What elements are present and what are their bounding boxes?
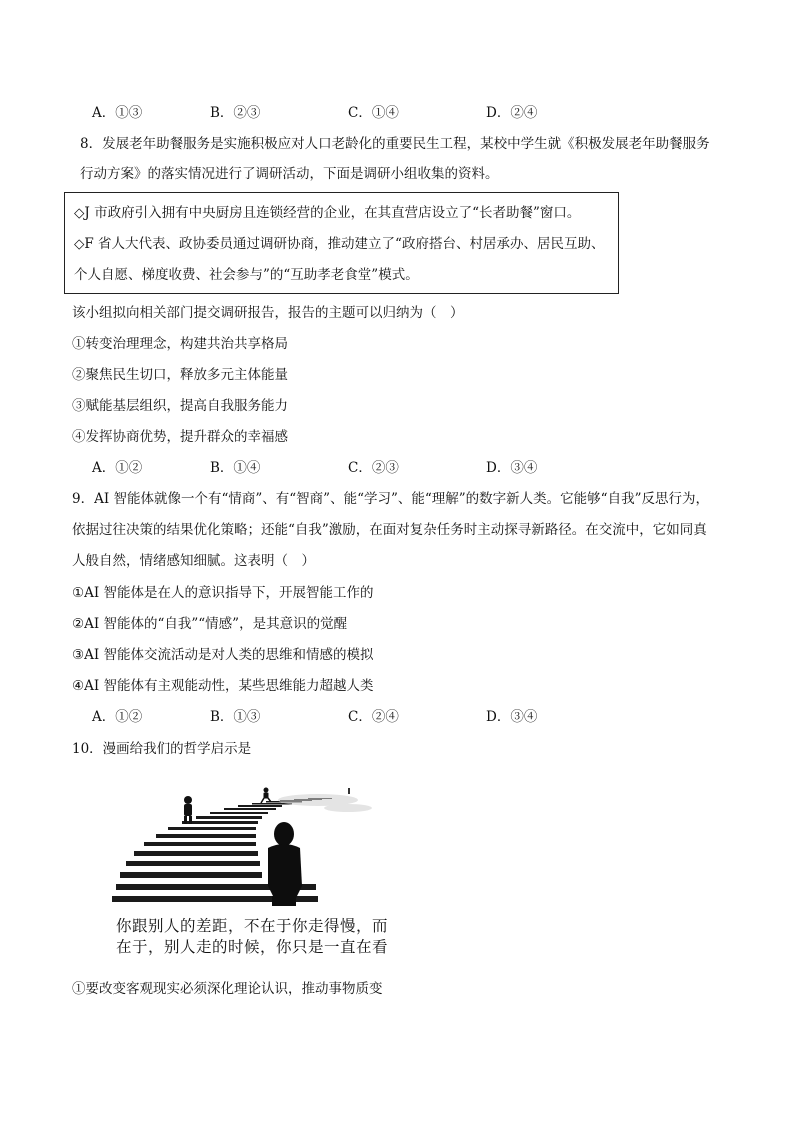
walking-person-figure: [261, 788, 271, 804]
q9-item-2: ②AI 智能体的“自我”“情感”，是其意识的觉醒: [72, 616, 348, 632]
q8-option-b: B．①④: [210, 460, 261, 476]
cartoon-caption-line1: 你跟别人的差距，不在于你走得慢，而: [116, 917, 389, 935]
q8-item-1: ①转变治理理念，构建共治共享格局: [72, 336, 288, 352]
q8-item-4: ④发挥协商优势，提升群众的幸福感: [72, 429, 288, 445]
q9-option-d: D．③④: [486, 709, 538, 725]
background-smudges: [278, 794, 372, 812]
q7-option-d: D．②④: [486, 105, 538, 121]
watching-person-figure: [268, 822, 302, 906]
q10-stem: 10．漫画给我们的哲学启示是: [72, 741, 252, 757]
q8-stem-line2: 行动方案》的落实情况进行了调研活动，下面是调研小组收集的资料。: [80, 166, 499, 182]
q9-option-c: C．②④: [348, 709, 399, 725]
q8-item-2: ②聚焦民生切口，释放多元主体能量: [72, 367, 288, 383]
q9-stem-line1: 9．AI 智能体就像一个有“情商”、有“智商”、能“学习”、能“理解”的数字新人类。它能够“自我”反思行为，: [72, 491, 709, 507]
q9-item-1: ①AI 智能体是在人的意识指导下，开展智能工作的: [72, 585, 374, 601]
q8-option-d: D．③④: [486, 460, 538, 476]
q9-item-3: ③AI 智能体交流活动是对人类的思维和情感的模拟: [72, 647, 374, 663]
q8-box-line1: ◇J 市政府引入拥有中央厨房且连锁经营的企业，在其直营店设立了“长者助餐”窗口。: [74, 205, 581, 221]
q9-option-b: B．①③: [210, 709, 261, 725]
q9-stem-line2: 依据过往决策的结果优化策略；还能“自我”激励，在面对复杂任务时主动探寻新路径。在交流中，它如同真: [72, 522, 707, 538]
q9-stem-line3: 人般自然，情绪感知细腻。这表明（ ）: [72, 553, 315, 569]
q8-box-line2: ◇F 省人大代表、政协委员通过调研协商，推动建立了“政府搭台、村居承办、居民互助、: [74, 236, 605, 252]
distant-mark: [348, 788, 350, 794]
q8-box-line3: 个人自愿、梯度收费、社会参与”的“互助孝老食堂”模式。: [74, 267, 419, 283]
q9-item-4: ④AI 智能体有主观能动性，某些思维能力超越人类: [72, 678, 374, 694]
cartoon-caption-line2: 在于，别人走的时候，你只是一直在看: [116, 938, 389, 956]
q8-item-3: ③赋能基层组织，提高自我服务能力: [72, 398, 288, 414]
q8-question: 该小组拟向相关部门提交调研报告，报告的主题可以归纳为（ ）: [72, 305, 464, 321]
q8-stem-line1: 8．发展老年助餐服务是实施积极应对人口老龄化的重要民生工程，某校中学生就《积极发展老年助餐服务: [80, 136, 710, 152]
q7-option-b: B．②③: [210, 105, 261, 121]
q10-item-1: ①要改变客观现实必须深化理论认识，推动事物质变: [72, 981, 383, 997]
q9-option-a: A．①②: [92, 709, 143, 725]
q8-option-c: C．②③: [348, 460, 399, 476]
q7-option-a: A．①③: [92, 105, 143, 121]
climbing-person-figure: [184, 796, 192, 824]
q8-option-a: A．①②: [92, 460, 143, 476]
q7-option-c: C．①④: [348, 105, 399, 121]
